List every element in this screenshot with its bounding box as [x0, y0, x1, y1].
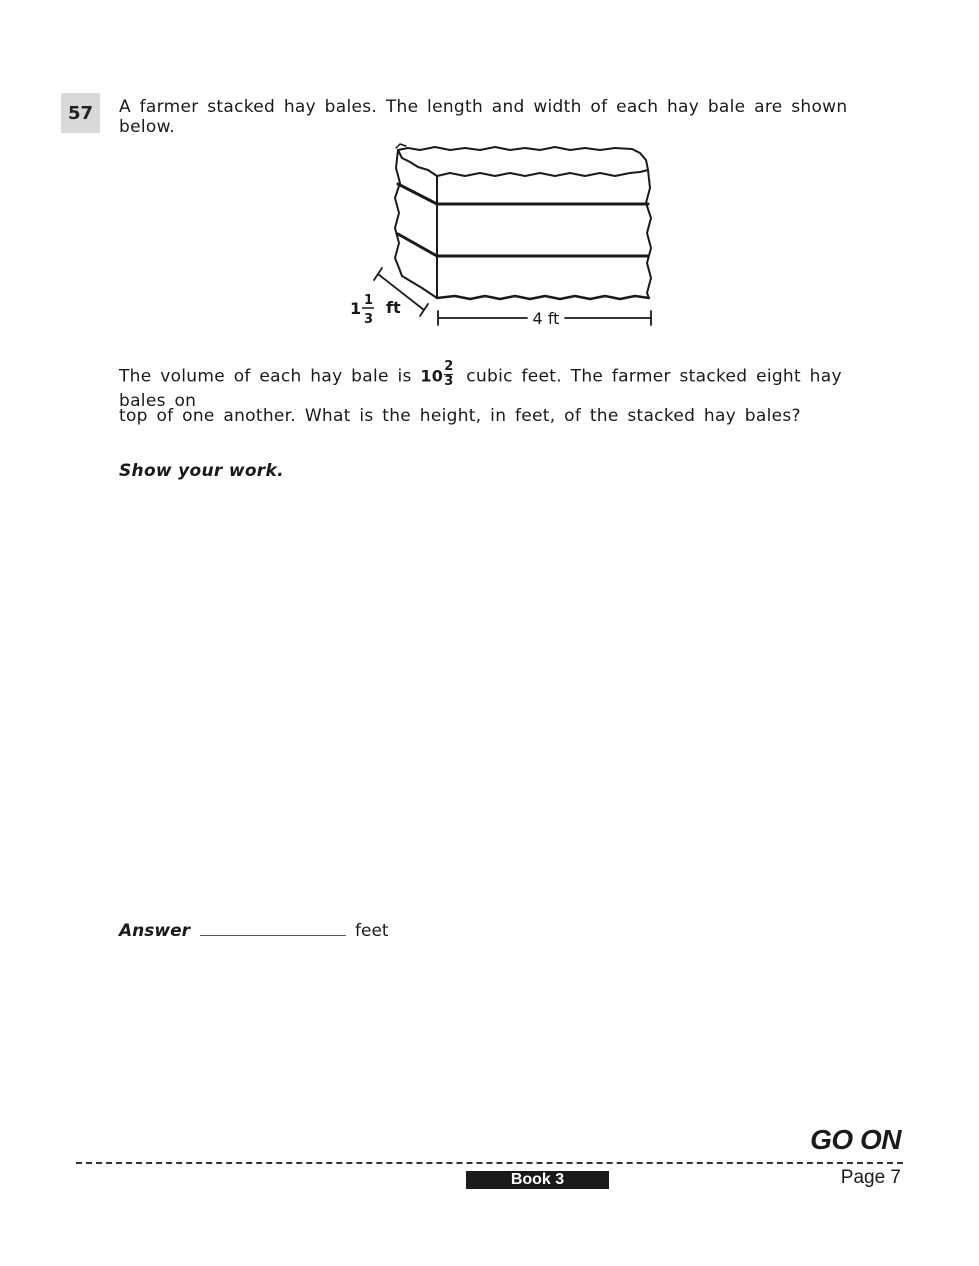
volume-fraction — [444, 360, 453, 389]
question-sentence: top of one another. What is the height, in feet, of the stacked hay bales? — [119, 406, 801, 426]
width-whole: 1 — [350, 299, 362, 318]
hay-bale-drawing — [340, 138, 670, 338]
hay-bale-figure — [340, 138, 670, 342]
volume-denominator: 3 — [444, 374, 454, 389]
question-prompt: A farmer stacked hay bales. The length and width of each hay bale are shown below. — [119, 97, 848, 137]
question-number: 57 — [61, 93, 100, 133]
answer-label: Answer — [119, 921, 190, 941]
volume-whole: 10 — [420, 366, 444, 386]
bale-top — [398, 147, 648, 170]
volume-text-before: The volume of each hay bale is — [119, 366, 412, 387]
go-on-label: GO ON — [810, 1124, 901, 1155]
show-work-label: Show your work. — [119, 461, 284, 481]
volume-sentence — [119, 359, 879, 411]
volume-text-after: cubic feet. The farmer stacked eight hay bales on — [119, 366, 842, 411]
footer-divider — [76, 1162, 903, 1164]
length-label: 4 ft — [532, 309, 560, 328]
answer-unit: feet — [355, 921, 389, 941]
width-denominator: 3 — [364, 312, 374, 327]
volume-numerator: 2 — [444, 359, 454, 374]
width-numerator: 1 — [364, 293, 374, 308]
page-number: Page 7 — [840, 1167, 901, 1188]
width-unit: ft — [386, 298, 401, 317]
book-label: Book 3 — [466, 1171, 609, 1189]
answer-blank[interactable] — [200, 921, 346, 936]
answer-row — [119, 921, 389, 941]
